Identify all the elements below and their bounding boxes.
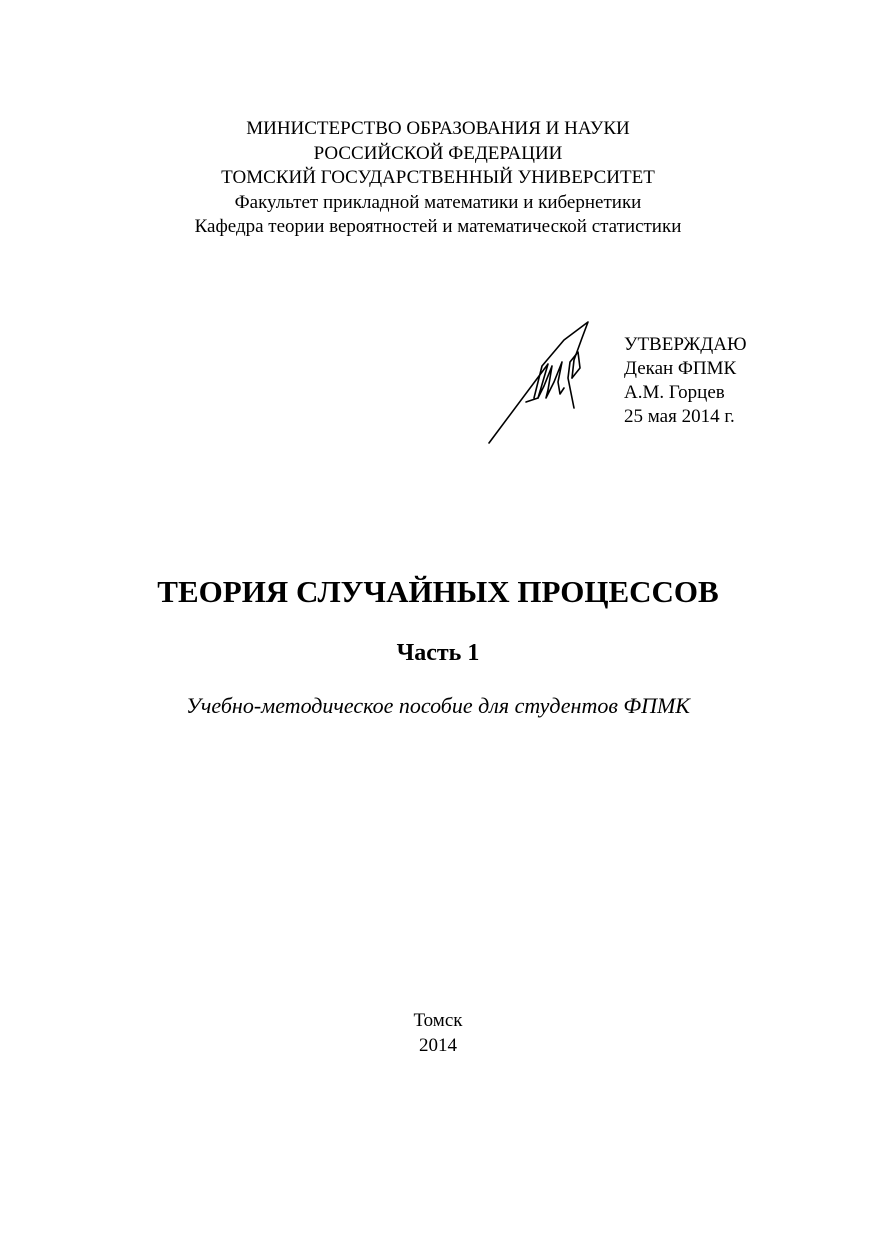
document-subtitle: Учебно-методическое пособие для студентов ФПМК [186, 693, 690, 718]
publication-year: 2014 [419, 1035, 457, 1056]
publication-info [0, 1008, 876, 1058]
part-label: Часть 1 [396, 640, 480, 666]
ministry-line-1: МИНИСТЕРСТВО ОБРАЗОВАНИЯ И НАУКИ [246, 118, 630, 139]
approver-position: Декан ФПМК [624, 358, 737, 379]
approval-date: 25 мая 2014 г. [624, 406, 735, 427]
publication-city: Томск [413, 1010, 463, 1031]
department-name: Кафедра теории вероятностей и математической статистики [194, 216, 682, 237]
approver-name: А.М. Горцев [624, 382, 725, 403]
university-name: ТОМСКИЙ ГОСУДАРСТВЕННЫЙ УНИВЕРСИТЕТ [221, 167, 655, 188]
document-title: ТЕОРИЯ СЛУЧАЙНЫХ ПРОЦЕССОВ [157, 574, 719, 609]
faculty-name: Факультет прикладной математики и кибернетики [234, 191, 642, 213]
approve-label: УТВЕРЖДАЮ [624, 334, 747, 355]
approval-block [624, 333, 746, 429]
institution-header [0, 117, 876, 240]
signature-image [486, 318, 596, 448]
ministry-line-2: РОССИЙСКОЙ ФЕДЕРАЦИИ [313, 142, 563, 164]
